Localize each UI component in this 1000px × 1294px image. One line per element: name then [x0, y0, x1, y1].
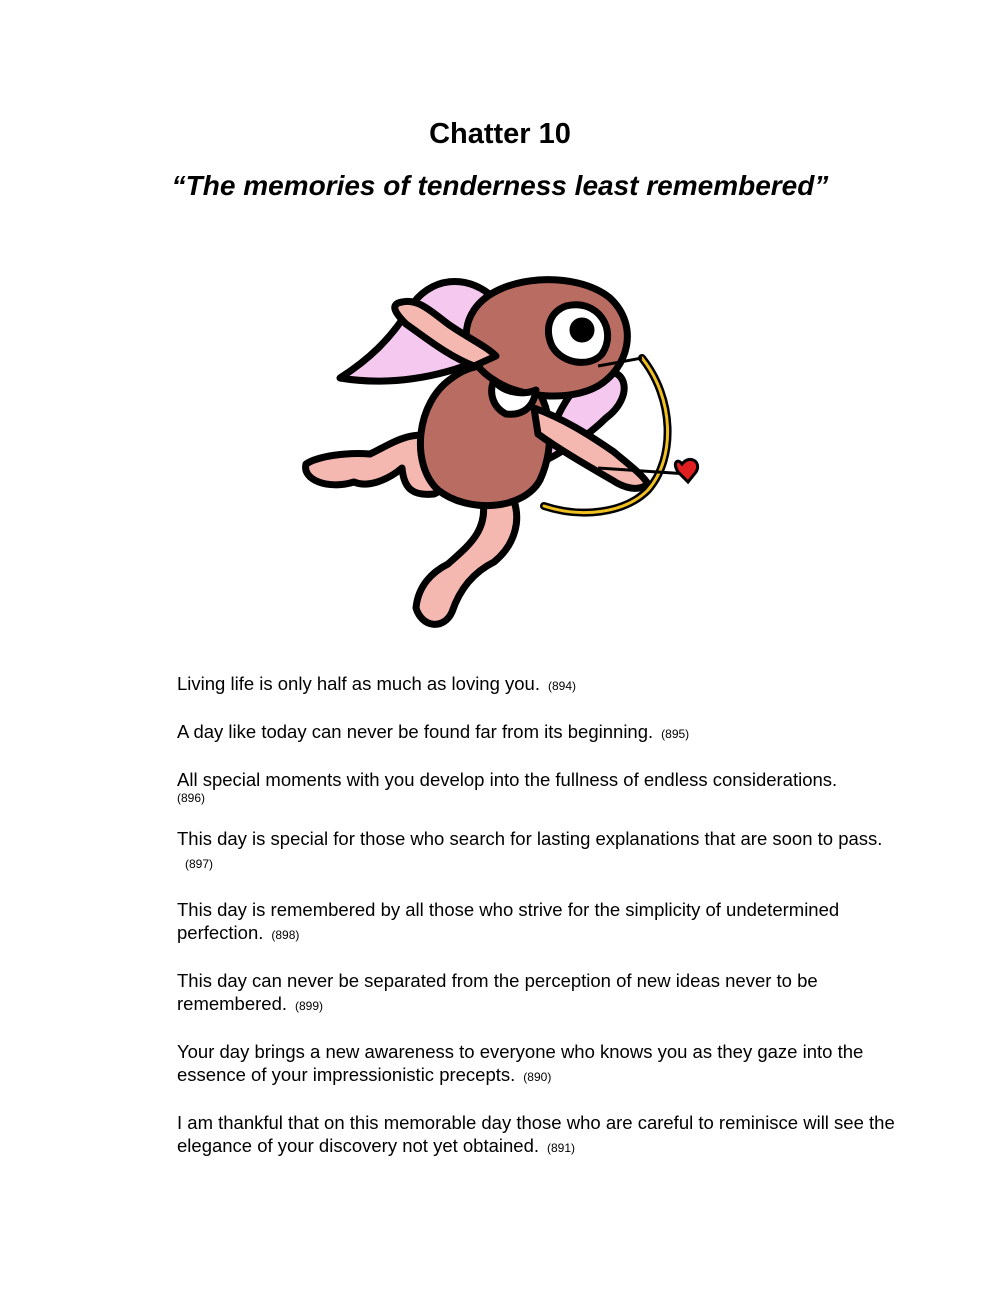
quote-number: (898): [271, 928, 300, 942]
quote-number: (899): [295, 999, 324, 1013]
list-item: [177, 827, 897, 876]
quote-text: This day is remembered by all those who strive for the simplicity of undetermined perfection.: [177, 899, 840, 943]
cupid-with-bow-icon: [298, 268, 708, 630]
list-item: [177, 1111, 897, 1160]
quote-text: Your day brings a new awareness to everyone who knows you as they gaze into the essence of your impressionistic precepts.: [177, 1041, 864, 1085]
list-item: [177, 1040, 897, 1089]
chapter-subtitle: “The memories of tenderness least remembered”: [171, 170, 829, 201]
list-item: [177, 969, 897, 1018]
quote-text: I am thankful that on this memorable day those who are careful to reminisce will see the elegance of your discovery not yet obtained.: [177, 1112, 895, 1156]
quote-text: Living life is only half as much as loving you.: [177, 673, 540, 694]
quote-text: This day can never be separated from the perception of new ideas never to be remembered.: [177, 970, 818, 1014]
quote-text: A day like today can never be found far from its beginning.: [177, 721, 654, 742]
quote-text: This day is special for those who search for lasting explanations that are soon to pass.: [177, 828, 883, 849]
quote-number: (896): [177, 791, 206, 805]
quote-number: (895): [661, 727, 690, 741]
list-item: [177, 898, 897, 947]
list-item: [177, 768, 897, 805]
quote-list: [177, 672, 897, 1182]
quote-number: (891): [547, 1141, 576, 1155]
quote-text: All special moments with you develop into the fullness of endless considerations.: [177, 769, 838, 790]
quote-number: (890): [523, 1070, 552, 1084]
list-item: [177, 672, 897, 698]
quote-number: (894): [548, 679, 577, 693]
list-item: [177, 720, 897, 746]
chapter-title: Chatter 10: [429, 118, 571, 150]
quote-number: (897): [185, 857, 214, 871]
